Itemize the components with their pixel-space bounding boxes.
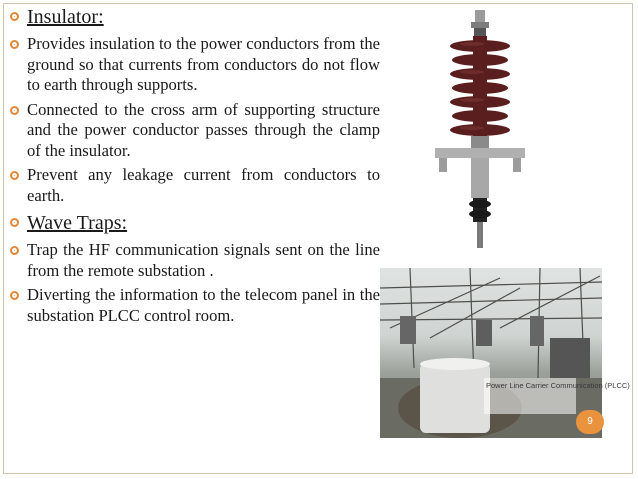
bullet-trap-signals: Trap the HF communication signals sent on the line from the remote substation . (8, 240, 380, 281)
substation-photo (380, 268, 630, 438)
bullet-icon (10, 246, 19, 255)
bullet-connection: Connected to the cross arm of supporting structure and the power conductor passes through the clamp of the insulator. (8, 100, 380, 162)
bullet-icon (10, 291, 19, 300)
bullet-list (8, 4, 380, 330)
bullet-insulation-purpose: Provides insulation to the power conductors from the ground so that currents from conductors do not flow to earth through supports. (8, 34, 380, 96)
insulator-image (427, 8, 533, 254)
bullet-leakage: Prevent any leakage current from conductors to earth. (8, 165, 380, 206)
bullet-diverting-info: Diverting the information to the telecom panel in the substation PLCC control room. (8, 285, 380, 326)
bullet-icon (10, 171, 19, 180)
bullet-icon (10, 218, 19, 227)
bullet-icon (10, 106, 19, 115)
photo-caption: Power Line Carrier Communication (PLCC) (486, 381, 630, 390)
page-number-badge: 9 (576, 410, 604, 434)
bullet-icon (10, 40, 19, 49)
heading-insulator: Insulator: (8, 4, 380, 30)
heading-wave-traps: Wave Traps: (8, 210, 380, 236)
bullet-icon (10, 12, 19, 21)
